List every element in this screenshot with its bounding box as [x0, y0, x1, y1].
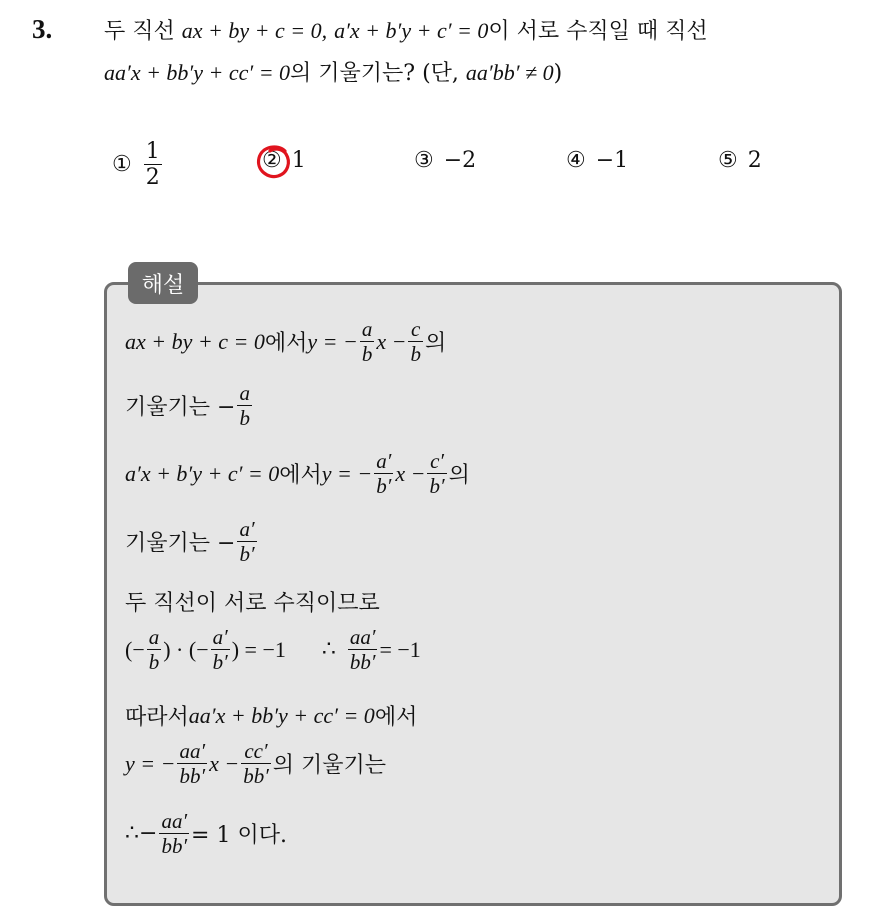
numerator: a	[239, 381, 250, 405]
denominator: bb′	[161, 834, 188, 859]
numerator: cc′	[244, 739, 268, 763]
text: 두 직선이 서로 수직이므로	[125, 591, 380, 616]
numerator: c	[411, 317, 421, 341]
expr: x −	[395, 460, 426, 486]
equation: aa′x + bb′y + cc′ = 0	[188, 702, 375, 728]
denominator: bb′	[349, 650, 376, 675]
solution-tag: 해설	[128, 262, 198, 304]
solution-line-8	[125, 740, 386, 787]
choice-number: ④	[566, 148, 586, 173]
solution-line-6	[125, 626, 421, 673]
fraction	[237, 518, 256, 565]
text: 에서	[264, 331, 308, 357]
question-text: 두 직선	[104, 19, 182, 44]
choice-value: 1	[291, 148, 306, 173]
text: 의	[448, 463, 470, 489]
numerator: a′	[212, 625, 228, 649]
expr: x −	[209, 750, 240, 776]
choice-number: ①	[112, 152, 132, 178]
expr: = −1	[379, 636, 421, 662]
choice-number: ②	[262, 148, 282, 173]
denominator: b′	[212, 650, 228, 675]
question-number: 3.	[32, 14, 53, 44]
choice-3[interactable]	[414, 148, 476, 173]
denominator: bb′	[179, 764, 206, 789]
expr: x −	[376, 328, 407, 354]
therefore-symbol: ∴	[321, 637, 336, 663]
choice-4[interactable]	[566, 148, 628, 173]
denominator: b′	[376, 474, 392, 499]
text: 에서	[279, 463, 322, 489]
denominator: b	[148, 650, 160, 675]
equation: ax + by + c = 0	[125, 328, 265, 354]
equation-line-1: ax + by + c = 0,	[181, 18, 328, 43]
denominator: 2	[145, 165, 160, 191]
choice-1[interactable]	[112, 140, 164, 189]
fraction	[147, 626, 162, 673]
expr: y = −	[307, 328, 358, 354]
numerator: a	[361, 317, 373, 341]
fraction	[427, 450, 446, 497]
fraction	[360, 318, 375, 365]
condition: aa′bb′ ≠ 0	[465, 60, 554, 85]
fraction	[408, 318, 423, 365]
denominator: b	[361, 342, 373, 367]
choice-number: ⑤	[718, 148, 738, 173]
fraction	[237, 382, 252, 429]
denominator: b′	[429, 474, 445, 499]
numerator: aa′	[349, 625, 376, 649]
expr: (−	[125, 636, 145, 662]
text: 의 기울기는	[272, 753, 387, 779]
denominator: b′	[239, 542, 255, 567]
solution-line-1	[125, 318, 446, 365]
numerator: a′	[376, 449, 392, 473]
fraction	[177, 740, 207, 787]
choice-fraction	[144, 140, 162, 189]
choice-value: −1	[595, 148, 629, 173]
equation-line-2: a′x + b′y + c′ = 0	[334, 18, 489, 43]
expr: ) · (−	[163, 636, 209, 662]
therefore-symbol: ∴	[125, 821, 139, 847]
denominator: b	[239, 406, 250, 431]
fraction	[348, 626, 378, 673]
choice-value: 2	[747, 148, 762, 173]
choice-number: ③	[414, 148, 434, 173]
text: 에서	[374, 705, 418, 730]
question-text: 이 서로 수직일 때 직선	[488, 19, 708, 44]
numerator: 1	[145, 139, 160, 164]
question-text: 의 기울기는? (단,	[290, 61, 466, 86]
equation-target-line: aa′x + bb′y + cc′ = 0	[104, 60, 291, 85]
text: −	[139, 821, 158, 847]
numerator: aa′	[179, 739, 206, 763]
fraction	[211, 626, 230, 673]
answer-circle-mark	[254, 142, 294, 182]
solution-line-5	[125, 586, 380, 617]
fraction	[241, 740, 271, 787]
text: = 1 이다.	[191, 823, 287, 849]
denominator: bb′	[243, 764, 269, 789]
expr: y = −	[321, 460, 373, 486]
solution-line-4	[125, 518, 259, 565]
expr: y = −	[125, 750, 176, 776]
text: 따라서	[125, 705, 189, 730]
solution-line-7	[125, 700, 417, 731]
solution-line-9	[125, 810, 287, 857]
choice-5[interactable]	[718, 148, 762, 173]
numerator: a′	[239, 517, 255, 541]
fraction	[374, 450, 393, 497]
question-line-1	[104, 14, 708, 45]
solution-line-3	[125, 450, 470, 497]
question-text: )	[553, 61, 563, 86]
denominator: b	[410, 342, 421, 367]
expr: ) = −1	[231, 636, 286, 662]
solution-line-2	[125, 382, 254, 429]
numerator: aa′	[161, 809, 188, 833]
question-line-2	[104, 56, 562, 87]
equation: a′x + b′y + c′ = 0	[125, 460, 280, 486]
text: 의	[424, 331, 447, 357]
text: 기울기는 −	[125, 395, 236, 421]
numerator: c′	[430, 449, 444, 473]
fraction	[159, 810, 189, 857]
choice-value: −2	[443, 148, 477, 173]
numerator: a	[148, 625, 160, 649]
text: 기울기는 −	[125, 531, 236, 557]
